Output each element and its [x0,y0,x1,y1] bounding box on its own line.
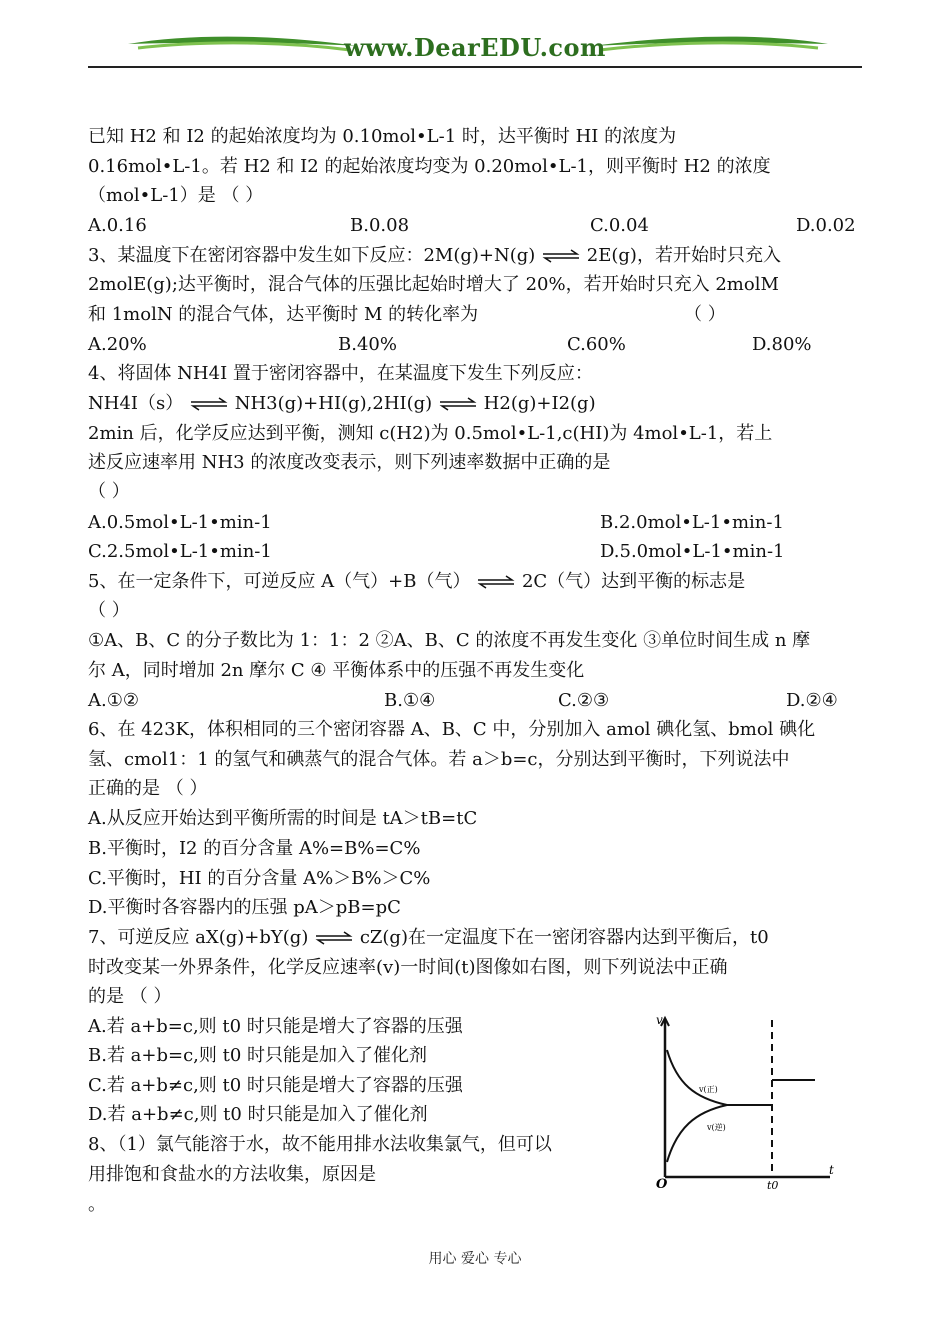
option-b: B.平衡时，I2 的百分含量 A%=B%=C% [88,838,421,859]
option-b: B.若 a+b=c,则 t0 时只能是加入了催化剂 [88,1045,428,1066]
site-logo[interactable]: www.DearEDU.com [344,33,606,62]
equilibrium-arrow-icon [541,249,581,263]
answer-blank: （ ） [684,304,726,325]
text-fragment: 3、某温度下在密闭容器中发生如下反应：2M(g)+N(g) [88,245,536,266]
text-line: 氢、cmol1：1 的氢气和碘蒸气的混合气体。若 a＞b=c，分别达到平衡时，下列说法中 [88,749,790,770]
option-d: D.平衡时各容器内的压强 pA＞pB=pC [88,897,401,918]
option-a: A.从反应开始达到平衡所需的时间是 tA＞tB=tC [88,808,478,829]
option-a: A.0.16 [88,215,147,236]
equilibrium-arrow-icon [314,931,354,945]
equilibrium-arrow-icon [189,397,229,411]
text-fragment: 2C（气）达到平衡的标志是 [521,571,746,592]
option-b: B.2.0mol•L-1•min-1 [600,512,784,533]
option-c: C.0.04 [590,215,649,236]
text-fragment: 7、可逆反应 aX(g)+bY(g) [88,927,309,948]
text-line: 6、在 423K，体积相同的三个密闭容器 A、B、C 中，分别加入 amol 碘化氢、bmol 碘化 [88,719,816,740]
text-line: 时改变某一外界条件，化学反应速率(v)一时间(t)图像如右图，则下列说法中正确 [88,957,728,978]
text-line [88,927,769,949]
option-b: B.40% [338,334,397,355]
option-a: A.20% [88,334,147,355]
reverse-rate-curve [667,1105,727,1162]
option-c: C.平衡时，HI 的百分含量 A%＞B%＞C% [88,868,431,889]
option-b: B.①④ [384,690,436,711]
text-line [88,245,781,267]
x-axis-label: t [829,1163,834,1177]
text-fragment: H2(g)+I2(g) [483,393,596,414]
option-a: A.①② [88,690,139,711]
text-line: ①A、B、C 的分子数比为 1：1：2 ②A、B、C 的浓度不再发生变化 ③单位时间生成 n 摩 [88,630,811,651]
page-footer: 用心 爱心 专心 [428,1251,522,1267]
text-line: 2molE(g);达平衡时，混合气体的压强比起始时增大了 20%，若开始时只充入 2molM [88,274,779,295]
text-line: 4、将固体 NH4I 置于密闭容器中，在某温度下发生下列反应： [88,363,593,384]
option-a: A.0.5mol•L-1•min-1 [88,512,272,533]
option-d: D.若 a+b≠c,则 t0 时只能是加入了催化剂 [88,1104,428,1125]
origin-label: O [656,1177,668,1190]
option-c: C.2.5mol•L-1•min-1 [88,541,272,562]
option-c: C.若 a+b≠c,则 t0 时只能是增大了容器的压强 [88,1075,463,1096]
text-line: （mol•L-1）是 （ ） [88,185,264,206]
text-fragment: NH3(g)+HI(g),2HI(g) [234,393,433,414]
text-fragment: 5、在一定条件下，可逆反应 A（气）+B（气） [88,571,471,592]
answer-blank: （ ） [88,481,130,502]
forward-rate-curve [667,1050,772,1105]
rate-time-graph [655,1012,840,1190]
text-line: 述反应速率用 NH3 的浓度改变表示，则下列速率数据中正确的是 [88,452,611,473]
answer-blank: （ ） [88,600,130,621]
text-line: 正确的是 （ ） [88,778,208,799]
y-axis-label: v [656,1013,663,1027]
option-a: A.若 a+b=c,则 t0 时只能是增大了容器的压强 [88,1016,463,1037]
text-line: 0.16mol•L-1。若 H2 和 I2 的起始浓度均变为 0.20mol•L-1，则平衡时 H2 的浓度 [88,156,771,177]
option-c: C.60% [567,334,626,355]
text-line: 2min 后，化学反应达到平衡，测知 c(H2)为 0.5mol•L-1,c(HI)为 4mol•L-1，若上 [88,423,773,444]
option-d: D.0.02 [796,215,856,236]
option-b: B.0.08 [350,215,410,236]
text-line [88,393,596,415]
option-d: D.②④ [786,690,838,711]
text-line: 和 1molN 的混合气体，达平衡时 M 的转化率为 [88,304,479,325]
text-line: 已知 H2 和 I2 的起始浓度均为 0.10mol•L-1 时，达平衡时 HI 的浓度为 [88,126,677,147]
equilibrium-arrow-icon [476,575,516,589]
reverse-rate-label: v(逆) [707,1123,726,1132]
text-line: 。 [88,1194,106,1215]
forward-rate-label: v(正) [699,1085,718,1094]
text-line: 8、（1）氯气能溶于水，故不能用排水法收集氯气，但可以 [88,1134,552,1155]
text-line: 用排饱和食盐水的方法收集，原因是 [88,1164,376,1185]
option-c: C.②③ [558,690,610,711]
header-rule [88,66,862,68]
text-line: 尔 A，同时增加 2n 摩尔 C ④ 平衡体系中的压强不再发生变化 [88,660,585,681]
text-fragment: cZ(g)在一定温度下在一密闭容器内达到平衡后，t0 [359,927,769,948]
text-line [88,571,745,593]
text-fragment: 2E(g)，若开始时只充入 [586,245,781,266]
text-fragment: NH4I（s） [88,393,184,414]
equilibrium-arrow-icon [438,397,478,411]
option-d: D.5.0mol•L-1•min-1 [600,541,785,562]
t0-label: t0 [767,1179,779,1190]
option-d: D.80% [752,334,812,355]
site-header [88,28,862,70]
text-line: 的是 （ ） [88,986,172,1007]
